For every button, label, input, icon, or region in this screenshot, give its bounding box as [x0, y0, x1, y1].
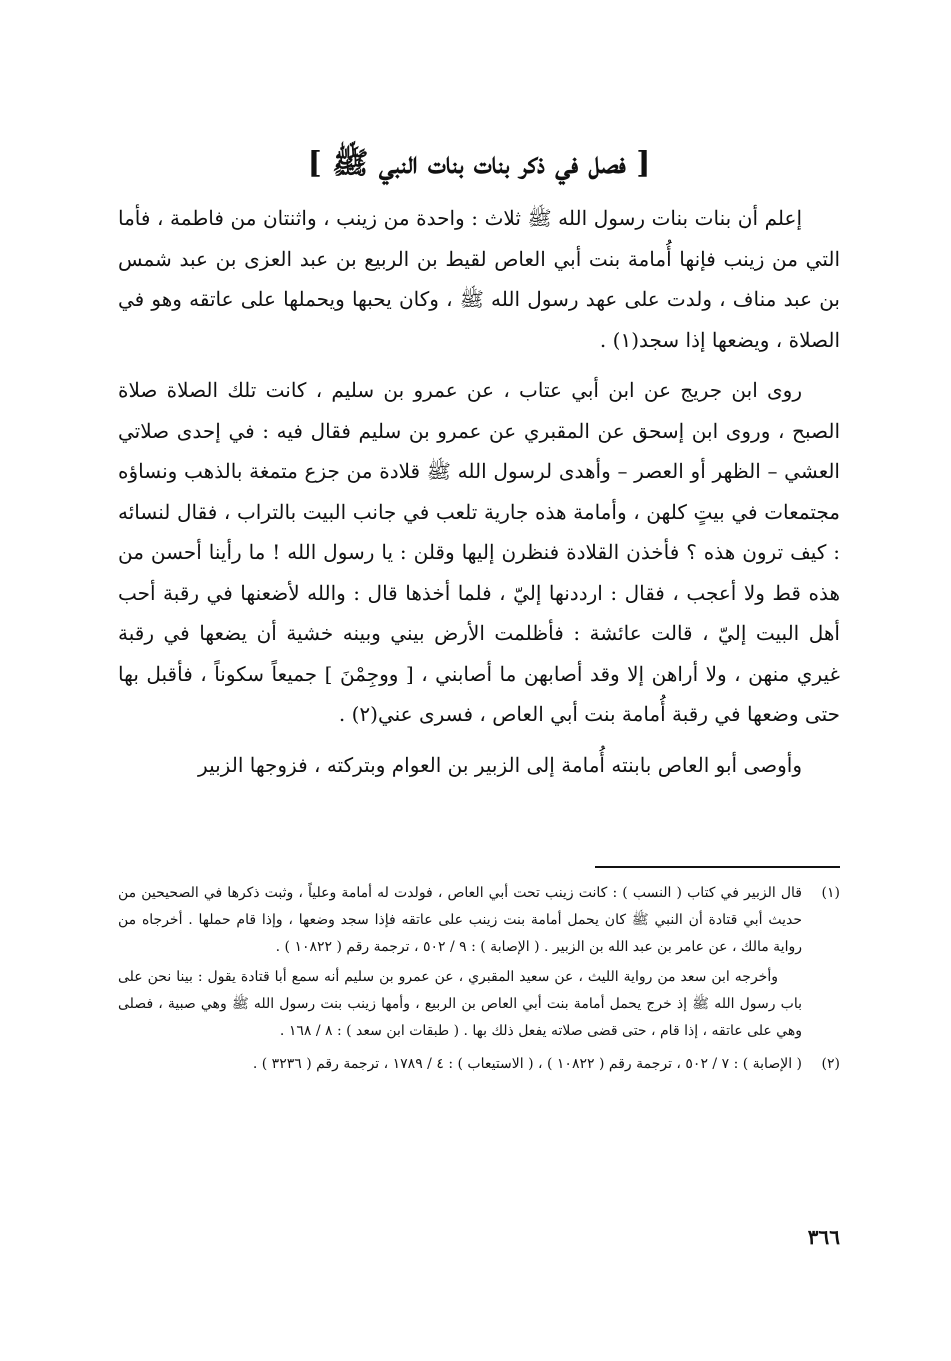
footnote [118, 1051, 840, 1078]
footnote [118, 880, 840, 1045]
footnote-paragraph: ( الإصابة ) : ٧ / ٥٠٢ ، ترجمة رقم ( ١٠٨٢٢ ) ، ( الاستيعاب ) : ٤ / ١٧٨٩ ، ترجمة رقم ( ٣٢٣٦ ) . [252, 1056, 802, 1072]
body-paragraph: إعلم أن بنات بنات رسول الله ﷺ ثلاث : واحدة من زينب ، واثنتان من فاطمة ، فأما التي من زينب فإنها أُمامة بنت أبي العاص لقيط بن الربيع بن عبد العزى بن عبد شمس بن عبد مناف ، ولدت على عهد رسول الله ﷺ ، وكان يحبها ويحملها على عاتقه وهو في الصلاة ، ويضعها إذا سجد(١) . [118, 206, 841, 352]
footnote-number: (٢) [821, 1056, 840, 1072]
footnote-body [118, 880, 802, 1045]
page-number: ٣٦٦ [807, 1225, 840, 1249]
footnote-paragraph: وأخرجه ابن سعد من رواية الليث ، عن سعيد المقبري ، عن عمرو بن سليم أنه سمع أبا قتادة يقول : بينا نحن على باب رسول الله ﷺ إذ خرج يحمل أمامة بنت أبي العاص بن الربيع ، وأمها زينب بنت رسول الله ﷺ وهي صبية ، فصلى وهي على عاتقه ، إذا قام ، حتى قضى صلاته يفعل ذلك بها . ( طبقات ابن سعد ) : ٨ / ١٦٨ . [118, 969, 802, 1039]
footnote-divider [595, 866, 840, 868]
body-paragraph: روى ابن جريج عن ابن أبي عتاب ، عن عمرو بن سليم ، كانت تلك الصلاة صلاة الصبح ، وروى ابن إسحق عن المقبري عن عمرو بن سليم فقال فيه : في إحدى صلاتي العشي – الظهر أو العصر – وأهدى لرسول الله ﷺ قلادة من جزع متمغة بالذهب ونساؤه مجتمعات في بيتٍ كلهن ، وأمامة هذه جارية تلعب في جانب البيت بالتراب ، فقال لنسائه : كيف ترون هذه ؟ فأخذن القلادة فنظرن إليها وقلن : يا رسول الله ! ما رأينا أحسن من هذه قط ولا أعجب ، فقال : ارددنها إليّ ، فلما أخذها قال : والله لأضعنها في رقبة أحب أهل البيت إليّ ، قالت عائشة : فأظلمت الأرض بيني وبينه خشية أن يضعها في رقبة غيري منهن ، ولا أراهن إلا وقد أصابهن ما أصابني ، [ ووجِمْنَ ] جميعاً سكوناً ، فأقبل بها حتى وضعها في رقبة أُمامة بنت أبي العاص ، فسرى عني(٢) . [118, 378, 841, 726]
section-heading: [ فصل في ذكر بنات بنات النبي ﷺ ] [307, 146, 651, 181]
footnote-paragraph: قال الزبير في كتاب ( النسب ) : كانت زينب تحت أبي العاص ، فولدت له أمامة وعلياً ، وثبت ذكرها في الصحيحين من حديث أبي قتادة أن النبي ﷺ كان يحمل أمامة بنت زينب على عاتقه فإذا سجد وضعها ، وإذا قام حملها . أخرجاه من رواية مالك ، عن عامر بن عبد الله بن الزبير . ( الإصابة ) : ٩ / ٥٠٢ ، ترجمة رقم ( ١٠٨٢٢ ) . [118, 885, 802, 955]
footnote-body [118, 1051, 802, 1078]
book-page [118, 0, 840, 1361]
body-paragraph: وأوصى أبو العاص بابنته أُمامة إلى الزبير بن العوام وبتركته ، فزوجها الزبير [198, 752, 802, 777]
footnote-number: (١) [821, 885, 840, 901]
footnotes [118, 880, 840, 1084]
main-text [118, 198, 840, 795]
